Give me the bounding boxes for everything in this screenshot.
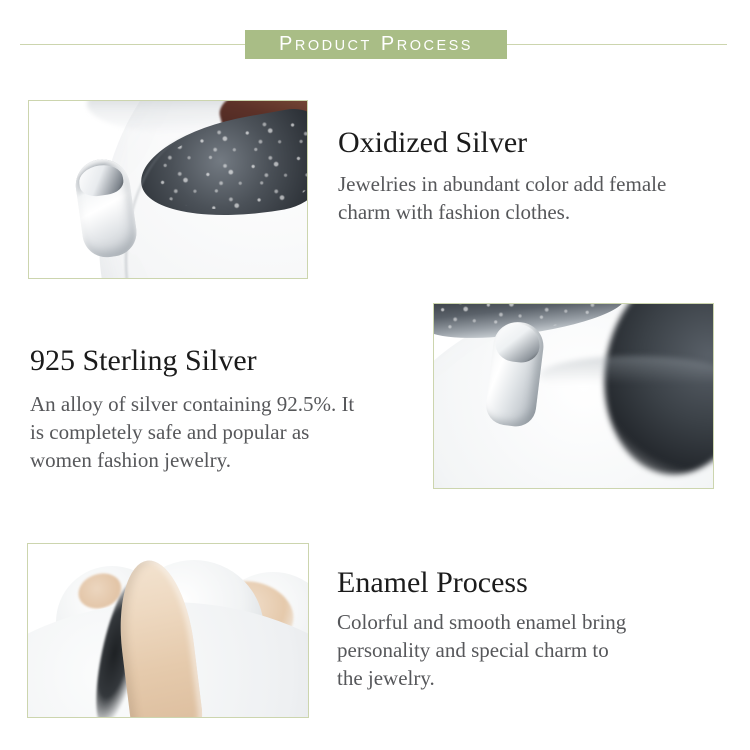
body-line: is completely safe and popular as [30, 420, 310, 444]
banner-word-product-rest: RODUCT [294, 38, 372, 54]
product-process-banner [245, 30, 507, 59]
section-body-enamel-process [337, 608, 626, 692]
oxidized-silver-image [28, 100, 308, 279]
body-line: Colorful and smooth enamel bring [337, 610, 627, 634]
section-title-sterling-silver: 925 Sterling Silver [30, 344, 257, 377]
banner-word-product-initial: P [279, 33, 295, 55]
dome-crease-line [539, 356, 714, 396]
enamel-process-image [27, 543, 309, 718]
sterling-silver-image [433, 303, 714, 489]
body-line: personality and special charm to [337, 638, 609, 662]
banner-word-product [279, 34, 372, 55]
banner-word-process-initial: P [380, 33, 397, 55]
body-line: Jewelries in abundant color add female [338, 172, 667, 196]
banner-word-process-rest: ROCESS [396, 38, 473, 54]
banner-word-process [381, 34, 473, 55]
body-line: the jewelry. [337, 666, 435, 690]
body-line: charm with fashion clothes. [338, 200, 571, 224]
body-line: women fashion jewelry. [30, 448, 231, 472]
body-line: An alloy of silver containing 92.5%. It [30, 392, 355, 416]
section-title-enamel-process: Enamel Process [337, 566, 528, 599]
section-title-oxidized-silver: Oxidized Silver [338, 126, 528, 159]
section-body-oxidized-silver [338, 170, 666, 226]
section-body-sterling-silver [30, 390, 354, 474]
